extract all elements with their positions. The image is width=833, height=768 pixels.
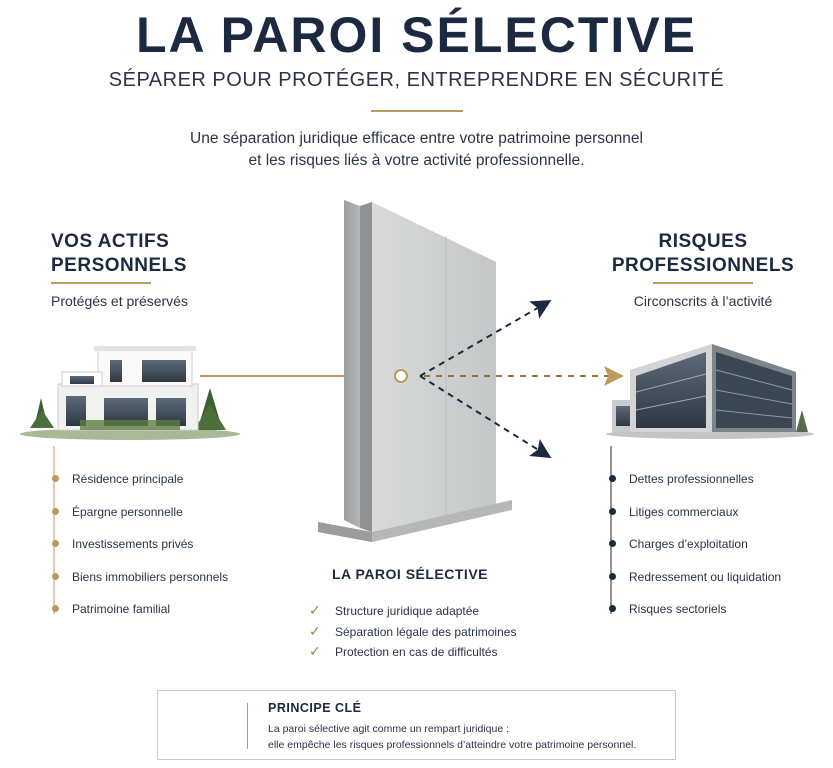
key-principle-title: PRINCIPE CLÉ — [268, 701, 362, 715]
bullet-dot — [52, 573, 59, 580]
list-item — [629, 504, 781, 537]
key-divider — [247, 703, 248, 749]
office-illustration — [606, 344, 814, 439]
check-item — [309, 624, 516, 645]
intro-line-2: et les risques liés à votre activité professionnelle. — [248, 152, 585, 169]
personal-assets-list — [72, 471, 228, 634]
bullet-dot — [609, 508, 616, 515]
list-item-label: Résidence principale — [72, 472, 184, 486]
list-item — [72, 471, 228, 504]
professional-risks-list — [629, 471, 781, 634]
left-subtitle: Protégés et préservés — [51, 293, 188, 309]
list-item — [72, 569, 228, 602]
house-illustration — [20, 346, 240, 440]
list-item — [72, 601, 228, 634]
center-title: LA PAROI SÉLECTIVE — [331, 566, 488, 582]
list-item-label: Investissements privés — [72, 537, 194, 551]
key-principle-text — [268, 721, 668, 753]
check-item — [309, 603, 516, 624]
check-icon: ✓ — [309, 602, 321, 618]
page-subtitle: SÉPARER POUR PROTÉGER, ENTREPRENDRE EN SÉCURITÉ — [108, 69, 725, 91]
list-item-label: Charges d’exploitation — [629, 537, 748, 551]
bullet-dot — [609, 605, 616, 612]
bullet-dot — [52, 605, 59, 612]
list-item — [72, 504, 228, 537]
right-title-line-2: PROFESSIONNELS — [611, 255, 795, 276]
wall-node — [395, 370, 407, 382]
key-principle-line-1: La paroi sélective agit comme un rempart juridique : — [268, 723, 510, 735]
left-title-line-2: PERSONNELS — [51, 255, 187, 276]
check-item-label: Structure juridique adaptée — [335, 604, 480, 618]
check-icon: ✓ — [309, 643, 321, 659]
right-title-line-1: RISQUES — [658, 231, 748, 252]
check-item-label: Protection en cas de difficultés — [335, 645, 498, 659]
list-item-label: Épargne personnelle — [72, 504, 183, 519]
bullet-dot — [609, 573, 616, 580]
list-item-label: Patrimoine familial — [72, 602, 171, 616]
list-item-label: Biens immobiliers personnels — [72, 569, 229, 584]
left-title-line-1: VOS ACTIFS — [51, 231, 170, 252]
check-item — [309, 644, 516, 665]
bullet-dot — [609, 540, 616, 547]
bullet-dot — [52, 475, 59, 482]
list-item — [629, 536, 781, 569]
key-principle-box — [157, 690, 676, 760]
list-item — [629, 569, 781, 602]
bullet-dot — [52, 508, 59, 515]
bullet-dot — [52, 540, 59, 547]
list-item-label: Dettes professionnelles — [629, 472, 754, 486]
key-principle-line-2: elle empêche les risques professionnels d’atteindre votre patrimoine personnel. — [268, 739, 637, 751]
page-title: LA PAROI SÉLECTIVE — [135, 7, 698, 63]
check-item-label: Séparation légale des patrimoines — [335, 624, 517, 639]
list-item — [72, 536, 228, 569]
concrete-wall — [318, 200, 512, 542]
intro-line-1: Une séparation juridique efficace entre votre patrimoine personnel — [190, 130, 643, 147]
list-item-label: Risques sectoriels — [629, 602, 727, 616]
list-item-label: Redressement ou liquidation — [629, 569, 782, 584]
list-item — [629, 601, 781, 634]
check-icon: ✓ — [309, 622, 321, 639]
list-item — [629, 471, 781, 504]
list-item-label: Litiges commerciaux — [629, 504, 739, 519]
bullet-dot — [609, 475, 616, 482]
right-subtitle: Circonscrits à l’activité — [633, 293, 773, 309]
wall-benefits-list — [309, 603, 516, 665]
